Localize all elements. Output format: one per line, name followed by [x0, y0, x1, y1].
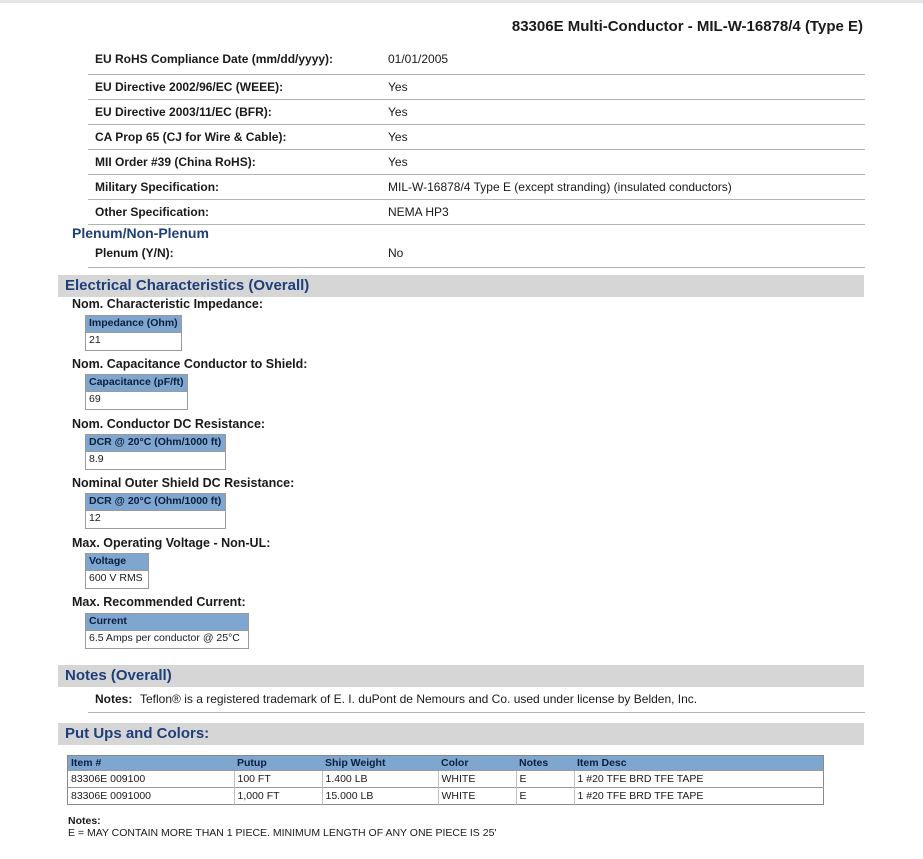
cell-item: 83306E 0091000 [68, 788, 235, 805]
table-row [68, 771, 824, 788]
spec-row-ca-prop65 [88, 125, 865, 150]
param-column-header: DCR @ 20°C (Ohm/1000 ft) [86, 494, 225, 511]
cell-ship-weight: 15.000 LB [322, 788, 438, 805]
cell-color: WHITE [438, 771, 516, 788]
footer-notes-title: Notes: [68, 815, 101, 827]
shield-dcr-table [85, 493, 226, 529]
spec-value: Yes [388, 80, 408, 94]
spec-row-weee [88, 75, 865, 100]
putups-heading: Put Ups and Colors: [65, 725, 210, 742]
cell-item-desc: 1 #20 TFE BRD TFE TAPE [574, 788, 824, 805]
spec-value: NEMA HP3 [388, 205, 449, 219]
cell-color: WHITE [438, 788, 516, 805]
current-table [85, 613, 249, 649]
spec-label: EU RoHS Compliance Date (mm/dd/yyyy): [95, 52, 334, 66]
spec-label: CA Prop 65 (CJ for Wire & Cable): [95, 130, 287, 144]
spec-row-other-spec [88, 200, 865, 225]
notes-heading: Notes (Overall) [65, 667, 172, 684]
spec-label: Other Specification: [95, 205, 210, 219]
top-divider [0, 0, 923, 3]
param-label-impedance: Nom. Characteristic Impedance: [72, 297, 264, 311]
spec-row-rohs-date [88, 50, 865, 75]
putups-section-header [58, 723, 864, 745]
spec-row-bfr [88, 100, 865, 125]
column-header-notes: Notes [516, 756, 574, 771]
voltage-table [85, 553, 149, 589]
cell-item-desc: 1 #20 TFE BRD TFE TAPE [574, 771, 824, 788]
footer-notes-text: E = MAY CONTAIN MORE THAN 1 PIECE. MINIMUM LENGTH OF ANY ONE PIECE IS 25' [68, 827, 497, 839]
notes-row [88, 689, 865, 713]
notes-label: Notes: [95, 692, 133, 706]
param-label-voltage: Max. Operating Voltage - Non-UL: [72, 536, 271, 550]
document-title: 83306E Multi-Conductor - MIL-W-16878/4 (Type E) [511, 18, 863, 35]
param-label-capacitance: Nom. Capacitance Conductor to Shield: [72, 357, 308, 371]
plenum-value: No [388, 246, 404, 260]
capacitance-table [85, 374, 188, 410]
param-label-shield-dcr: Nominal Outer Shield DC Resistance: [72, 476, 295, 490]
param-column-header: Impedance (Ohm) [86, 316, 181, 333]
spec-value: Yes [388, 105, 408, 119]
param-label-current: Max. Recommended Current: [72, 595, 246, 609]
param-column-header: Voltage [86, 554, 148, 571]
param-value: 6.5 Amps per conductor @ 25°C [89, 632, 240, 644]
cell-notes: E [516, 771, 574, 788]
plenum-row [88, 242, 865, 268]
column-header-putup: Putup [234, 756, 322, 771]
plenum-heading: Plenum/Non-Plenum [72, 225, 209, 241]
compliance-table [88, 50, 865, 225]
notes-section-header [58, 665, 864, 687]
spec-label: MII Order #39 (China RoHS): [95, 155, 256, 169]
spec-row-military-spec [88, 175, 865, 200]
spec-label: EU Directive 2003/11/EC (BFR): [95, 105, 272, 119]
spec-value: Yes [388, 130, 408, 144]
cell-putup: 100 FT [234, 771, 322, 788]
column-header-item: Item # [68, 756, 235, 771]
column-header-ship-weight: Ship Weight [322, 756, 438, 771]
impedance-table [85, 315, 182, 351]
plenum-label: Plenum (Y/N): [95, 246, 174, 260]
putups-table [67, 755, 824, 805]
cell-putup: 1,000 FT [234, 788, 322, 805]
cell-item: 83306E 009100 [68, 771, 235, 788]
param-value: 69 [89, 393, 101, 405]
cell-ship-weight: 1.400 LB [322, 771, 438, 788]
param-value: 12 [89, 512, 101, 524]
param-column-header: Current [86, 614, 248, 631]
electrical-section-header [58, 275, 864, 297]
param-column-header: DCR @ 20°C (Ohm/1000 ft) [86, 435, 225, 452]
cell-notes: E [516, 788, 574, 805]
spec-value: 01/01/2005 [388, 52, 449, 66]
param-label-conductor-dcr: Nom. Conductor DC Resistance: [72, 417, 266, 431]
notes-text: Teflon® is a registered trademark of E. I. duPont de Nemours and Co. used under license by Belden, Inc. [140, 692, 698, 706]
spec-value: MIL-W-16878/4 Type E (except stranding) (insulated conductors) [388, 180, 732, 194]
param-value: 600 V RMS [89, 572, 143, 584]
spec-label: EU Directive 2002/96/EC (WEEE): [95, 80, 284, 94]
spec-row-china-rohs [88, 150, 865, 175]
table-header-row [68, 756, 824, 771]
param-value: 8.9 [89, 453, 104, 465]
conductor-dcr-table [85, 434, 226, 470]
column-header-item-desc: Item Desc [574, 756, 824, 771]
spec-label: Military Specification: [95, 180, 220, 194]
param-value: 21 [89, 334, 101, 346]
column-header-color: Color [438, 756, 516, 771]
spec-value: Yes [388, 155, 408, 169]
param-column-header: Capacitance (pF/ft) [86, 375, 187, 392]
table-row [68, 788, 824, 805]
electrical-heading: Electrical Characteristics (Overall) [65, 277, 310, 294]
